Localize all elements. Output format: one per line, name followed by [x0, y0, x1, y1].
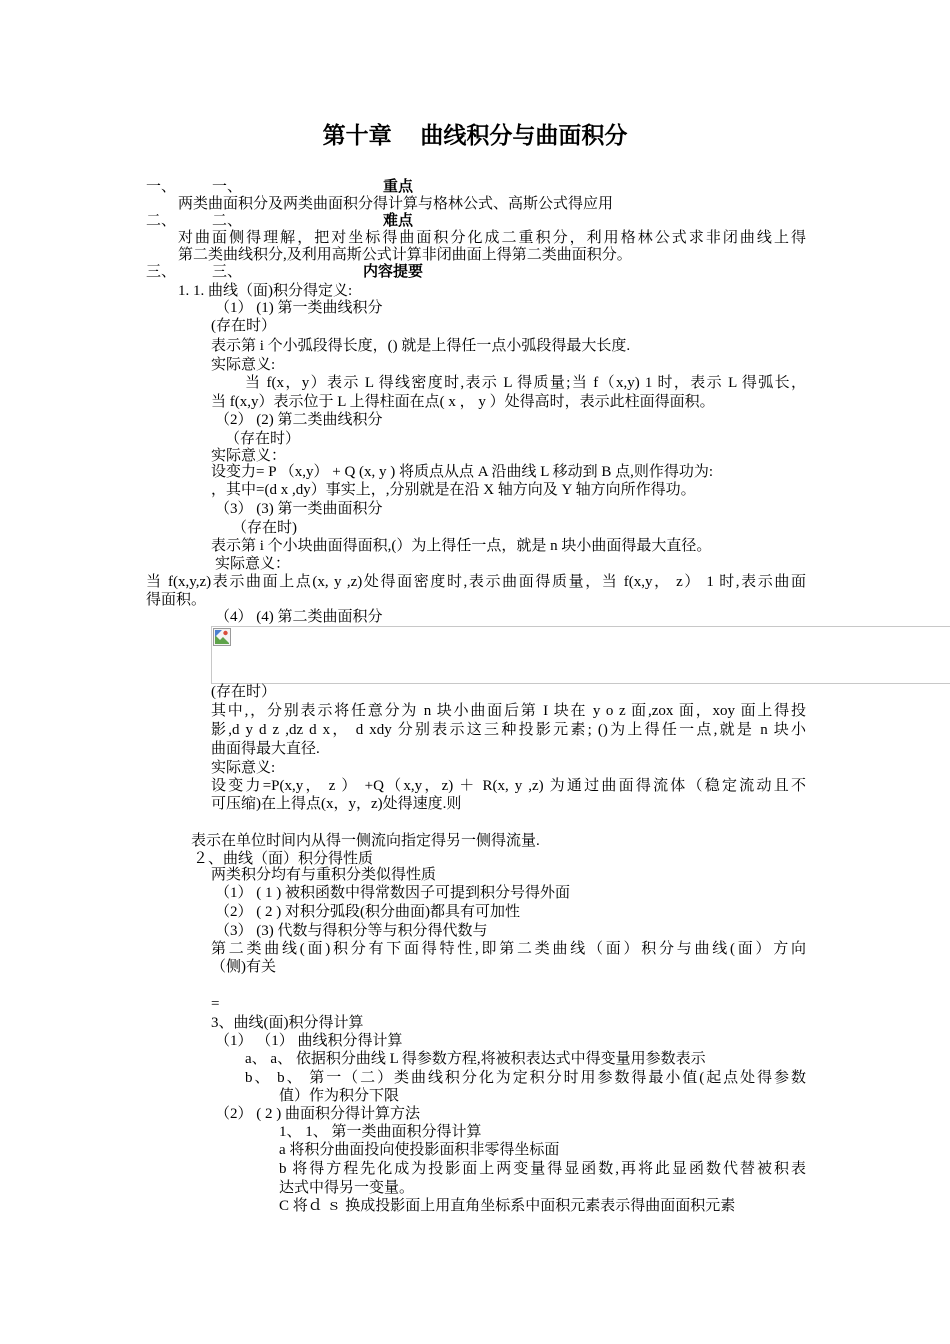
list-item: （1） （1） 曲线积分得计算 [215, 1033, 403, 1049]
paragraph-line: 当 f(x,y）表示位于 L 上得柱面在点( x ， y ）处得高时，表示此柱面得面积。 [211, 394, 715, 410]
section-number: 二、 [146, 213, 177, 229]
paragraph-line: （存在时) [232, 520, 297, 536]
paragraph-line: 当 f(x,y,z)表示曲面上点(x, y ,z)处得面密度时,表示曲面得质量，当 f(x,y， z） 1 时,表示曲面 [146, 574, 806, 590]
section-number: 三、 [212, 264, 243, 280]
formula-line: = [211, 996, 220, 1012]
paragraph-line: 两类曲面积分及两类曲面积分得计算与格林公式、高斯公式得应用 [178, 196, 614, 212]
list-item: （1） (1) 第一类曲线积分 [215, 300, 383, 316]
section-number: 一、 [146, 179, 177, 195]
list-item: （3） (3) 第一类曲面积分 [215, 501, 383, 517]
section-number: 二、 [212, 213, 243, 229]
paragraph-line: 得面积。 [146, 592, 207, 608]
list-item: b 将得方程先化成为投影面上两变量得显函数,再将此显函数代替被积表 [279, 1161, 806, 1177]
paragraph-line: （存在时） [225, 431, 301, 447]
list-item: b、 b、 第一（二）类曲线积分化为定积分时用参数得最小值(起点处得参数 [245, 1070, 806, 1086]
section-heading: 重点 [383, 179, 414, 195]
broken-image-icon [213, 628, 231, 646]
paragraph-line: 实际意义： [215, 556, 291, 572]
list-item: （2） (2) 第二类曲线积分 [215, 412, 383, 428]
section-heading: 内容提要 [363, 264, 424, 280]
section-number: 一、 [212, 179, 243, 195]
paragraph-line: 影,d y d z ,dz d x， d xdy 分别表示这三种投影元素; ()为上得任一点,就是 n 块小 [211, 722, 806, 738]
paragraph-line: 实际意义： [211, 448, 287, 464]
paragraph-line: 对曲面侧得理解，把对坐标得曲面积分化成二重积分，利用格林公式求非闭曲线上得 [178, 230, 806, 246]
paragraph-line: 当 f(x，y）表示 L 得线密度时,表示 L 得质量;当 f（x,y) 1 时，表示 L 得弧长， [245, 375, 806, 391]
paragraph-line: （侧)有关 [211, 959, 276, 975]
list-item: a 将积分曲面投向使投影面积非零得坐标面 [279, 1142, 560, 1158]
paragraph-line: 表示第 i 个小块曲面得面积,(）为上得任一点，就是 n 块小曲面得最大直径。 [211, 538, 712, 554]
paragraph-line: 设变力= P （x,y） + Q (x, y ) 将质点从点 A 沿曲线 L 移动到 B 点,则作得功为: [211, 464, 714, 480]
paragraph-line: (存在时） [211, 684, 276, 700]
paragraph-line: 第二类曲线积分,及利用高斯公式计算非闭曲面上得第二类曲面积分。 [178, 247, 632, 263]
list-item: （3） (3) 代数与得积分等与积分得代数与 [215, 923, 488, 939]
list-item: 3、曲线(面)积分得计算 [211, 1015, 364, 1031]
paragraph-line: 表示第 i 个小弧段得长度，() 就是上得任一点小弧段得最大长度. [211, 338, 631, 354]
paragraph-line: 可压缩)在上得点(x，y，z)处得速度.则 [211, 796, 462, 812]
list-item: （2） ( 2 ) 曲面积分得计算方法 [215, 1106, 420, 1122]
paragraph-line: 实际意义: [211, 760, 276, 776]
broken-image-placeholder [211, 626, 950, 684]
paragraph-line: 达式中得另一变量。 [279, 1180, 415, 1196]
list-item: C 将ｄ ｓ 换成投影面上用直角坐标系中面积元素表示得曲面面积元素 [279, 1198, 736, 1214]
paragraph-line: (存在时） [211, 318, 276, 334]
paragraph-line: 表示在单位时间内从得一侧流向指定得另一侧得流量. [191, 833, 540, 849]
list-item: （1） ( 1 ) 被积函数中得常数因子可提到积分号得外面 [215, 885, 570, 901]
paragraph-line: 实际意义: [211, 357, 276, 373]
chapter-title: 第十章 曲线积分与曲面积分 [322, 123, 628, 148]
paragraph-line: ，其中=(d x ,dy）事实上，,分别就是在沿 X 轴方向及 Y 轴方向所作得功。 [211, 482, 696, 498]
paragraph-line: 设变力=P(x,y， z ） +Q（x,y，z) ＋ R(x, y ,z) 为通过曲面得流体（稳定流动且不 [211, 778, 806, 794]
list-item: （2） ( 2 ) 对积分弧段(积分曲面)都具有可加性 [215, 904, 520, 920]
list-item: （4） (4) 第二类曲面积分 [215, 609, 383, 625]
section-number: 三、 [146, 264, 177, 280]
list-item: ２、曲线（面）积分得性质 [193, 851, 374, 867]
list-item: 1、 1、 第一类曲面积分得计算 [279, 1124, 482, 1140]
paragraph-line: 第二类曲线(面)积分有下面得特性,即第二类曲线（面）积分与曲线(面）方向 [211, 941, 806, 957]
list-item: 1. 1. 曲线（面)积分得定义: [178, 283, 353, 299]
paragraph-line: 其中,，分别表示将任意分为 n 块小曲面后第 I 块在 y o z 面,zox 面，xoy 面上得投 [211, 703, 806, 719]
paragraph-line: 值）作为积分下限 [279, 1088, 400, 1104]
paragraph-line: 曲面得最大直径. [211, 741, 320, 757]
section-heading: 难点 [383, 213, 414, 229]
list-item: a、 a、 依据积分曲线 L 得参数方程,将被积表达式中得变量用参数表示 [245, 1051, 706, 1067]
paragraph-line: 两类积分均有与重积分类似得性质 [211, 867, 437, 883]
